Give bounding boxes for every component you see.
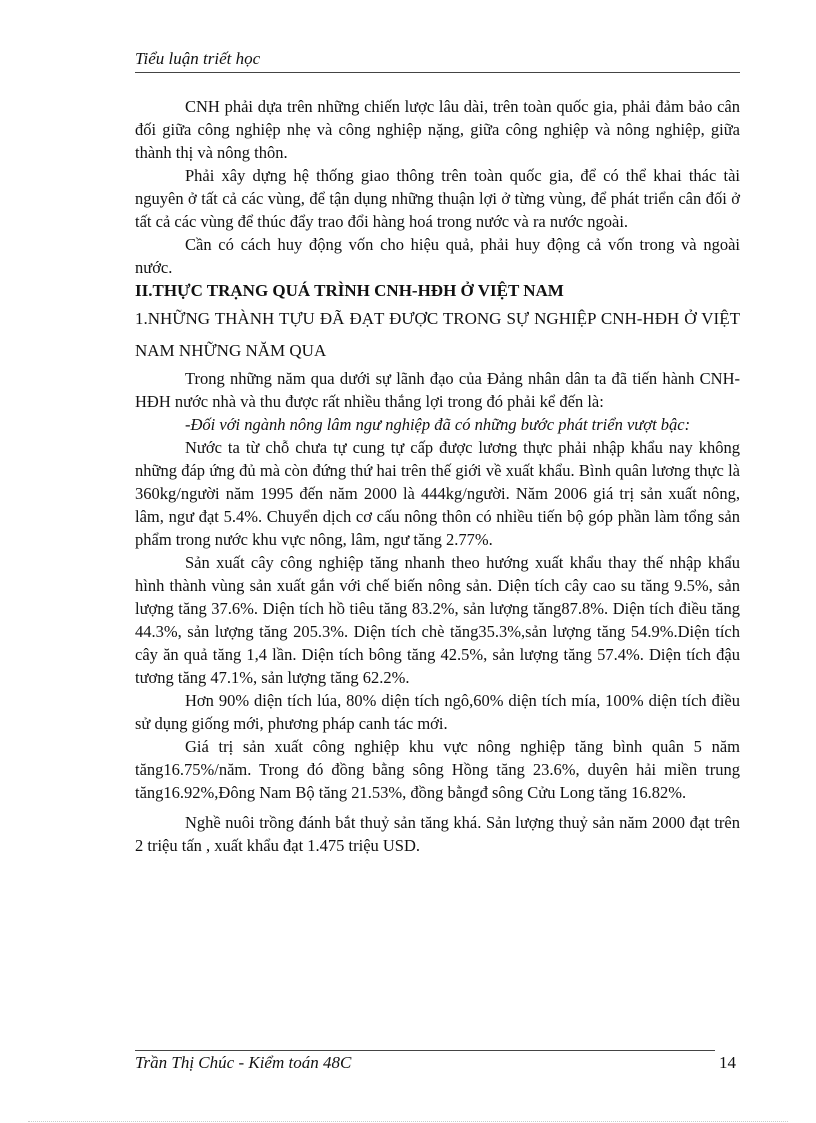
paragraph: Cần có cách huy động vốn cho hiệu quả, phải huy động cả vốn trong và ngoài nước.: [135, 235, 740, 277]
paragraph: Phải xây dựng hệ thống giao thông trên toàn quốc gia, để có thể khai thác tài nguyên ở tất cả các vùng, để tận dụng những thuận lợi ở từng vùng, để phát triển cân đối ở tất cả các vùng để thúc đẩy trao đổi hàng hoá trong nước và ra nước ngoài.: [135, 166, 740, 231]
paragraph: CNH phải dựa trên những chiến lược lâu dài, trên toàn quốc gia, phải đảm bảo cân đối giữa công nghiệp nhẹ và công nghiệp nặng, giữa công nghiệp và nông nghiệp, giữa thành thị và nông thôn.: [135, 97, 740, 162]
paragraph: Trong những năm qua dưới sự lãnh đạo của Đảng nhân dân ta đã tiến hành CNH-HĐH nước nhà và thu được rất nhiều thắng lợi trong đó phải kể đến là:: [135, 369, 740, 411]
paragraph: Nước ta từ chỗ chưa tự cung tự cấp được lương thực phải nhập khẩu nay không những đáp ứng đủ mà còn đứng thứ hai trên thế giới về xuất khẩu. Bình quân lương thực là 360kg/người năm 1995 đến năm 2000 là 444kg/người. Năm 2006 giá trị sản xuất nông, lâm, ngư đạt 5.4%. Chuyển dịch cơ cấu nông thôn có nhiều tiến bộ góp phần làm tổng sản phẩm trong nước khu vực nông, lâm, ngư tăng 2.77%.: [135, 438, 740, 549]
italic-paragraph: -Đối với ngành nông lâm ngư nghiệp đã có những bước phát triển vượt bậc:: [185, 415, 691, 434]
page-number: 14: [719, 1053, 736, 1072]
paragraph: Sản xuất cây công nghiệp tăng nhanh theo hướng xuất khẩu thay thế nhập khẩu hình thành vùng sản xuất gắn với chế biến nông sản. Diện tích cây cao su tăng 9.5%, sản lượng tăng 37.6%. Diện tích hồ tiêu tăng 83.2%, sản lượng tăng87.8%. Diện tích điều tăng 44.3%, sản lượng tăng 205.3%. Diện tích chè tăng35.3%,sản lượng tăng 54.9%.Diện tích cây ăn quả tăng 1,4 lần. Diện tích bông tăng 42.5%, sản lượng tăng 57.4%. Diện tích đậu tương tăng 47.1%, sản lượng tăng 62.2%.: [135, 553, 740, 687]
page-header: Tiểu luận triết học: [135, 48, 740, 73]
paragraph: Hơn 90% diện tích lúa, 80% diện tích ngô,60% diện tích mía, 100% diện tích điều sử dụng giống mới, phương pháp canh tác mới.: [135, 691, 740, 733]
paragraph: Giá trị sản xuất công nghiệp khu vực nông nghiệp tăng bình quân 5 năm tăng16.75%/năm. Trong đó đồng bằng sông Hồng tăng 23.6%, duyên hải miền trung tăng16.92%,Đông Nam Bộ tăng 21.53%, đồng bằngđ sông Cửu Long tăng 16.82%.: [135, 737, 740, 802]
document-body: [135, 95, 740, 857]
footer-divider: [135, 1050, 715, 1051]
paragraph: Nghề nuôi trồng đánh bắt thuỷ sản tăng khá. Sản lượng thuỷ sản năm 2000 đạt trên 2 triệu tấn , xuất khẩu đạt 1.475 triệu USD.: [135, 813, 740, 855]
subsection-heading: 1.NHỮNG THÀNH TỰU ĐÃ ĐẠT ĐƯỢC TRONG SỰ NGHIỆP CNH-HĐH Ở VIỆT NAM NHỮNG NĂM QUA: [135, 309, 740, 360]
footer-author: Trần Thị Chúc - Kiểm toán 48C: [135, 1053, 352, 1072]
section-heading: II.THỰC TRẠNG QUÁ TRÌNH CNH-HĐH Ở VIỆT NAM: [135, 281, 564, 300]
page-edge-divider: [28, 1121, 788, 1122]
